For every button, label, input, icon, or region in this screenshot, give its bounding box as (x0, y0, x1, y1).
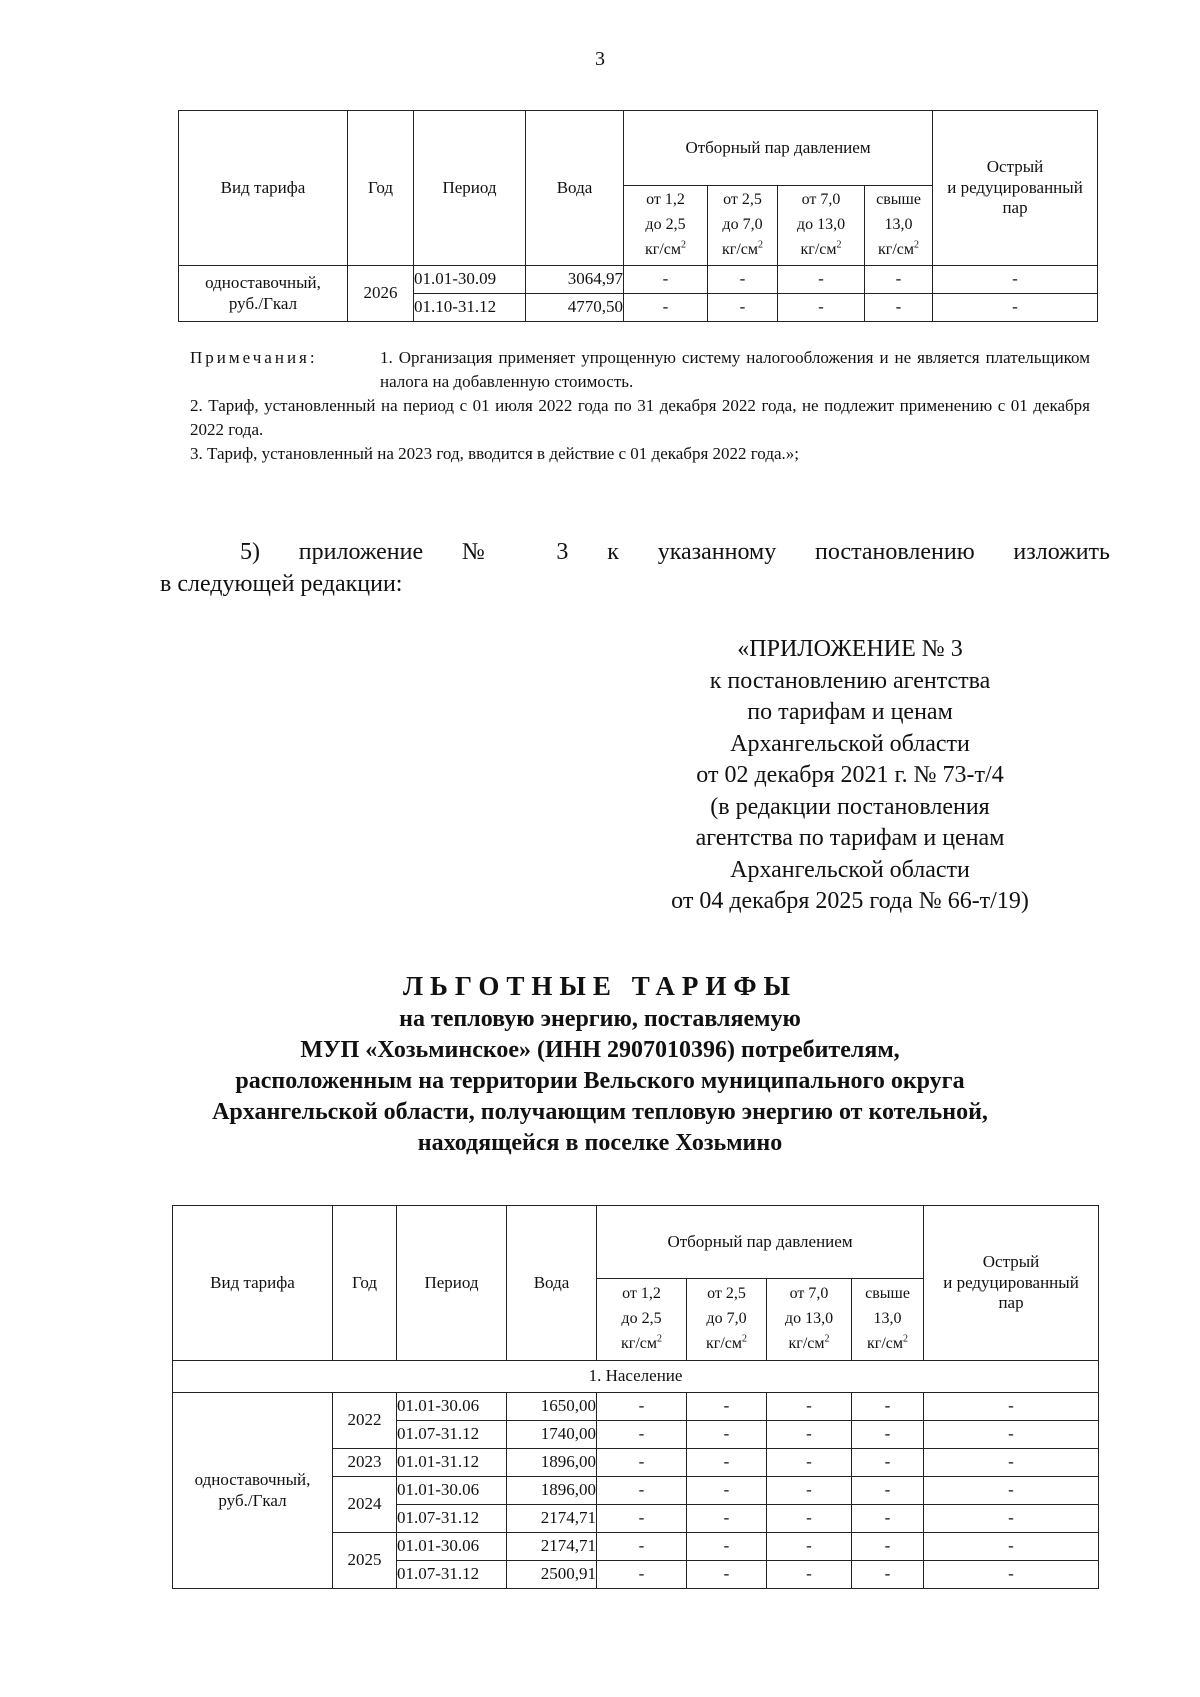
period-cell: 01.01-30.06 (397, 1477, 507, 1505)
value-cell: - (597, 1477, 687, 1505)
value-cell: - (767, 1533, 852, 1561)
value-cell: - (597, 1561, 687, 1589)
water-cell: 2500,91 (507, 1561, 597, 1589)
value-cell: - (767, 1505, 852, 1533)
value-cell: - (924, 1505, 1099, 1533)
value-cell: - (624, 266, 708, 294)
value-cell: - (767, 1421, 852, 1449)
header-period: Период (414, 111, 526, 266)
period-cell: 01.07-31.12 (397, 1421, 507, 1449)
header-steam-col-1: от 1,2 до 2,5 $кг/см^2$ (597, 1279, 687, 1361)
value-cell: - (687, 1449, 767, 1477)
value-cell: - (852, 1393, 924, 1421)
tariff-table-1 (178, 110, 1098, 322)
year-cell: 2025 (333, 1533, 397, 1589)
year-cell: 2026 (348, 266, 414, 322)
period-cell: 01.07-31.12 (397, 1561, 507, 1589)
period-cell: 01.10-31.12 (414, 294, 526, 322)
appendix-line: от 02 декабря 2021 г. № 73-т/4 (696, 762, 1004, 788)
note-item: 2. Тариф, установленный на период с 01 июля 2022 года по 31 декабря 2022 года, не подлежит применению с 01 декабря 2022 года. (190, 396, 1090, 439)
year-cell: 2024 (333, 1477, 397, 1533)
value-cell: - (597, 1421, 687, 1449)
period-cell: 01.07-31.12 (397, 1505, 507, 1533)
value-cell: - (924, 1533, 1099, 1561)
value-cell: - (708, 266, 778, 294)
year-cell: 2022 (333, 1393, 397, 1449)
header-sharp-steam: Острый и редуцированный пар (933, 111, 1098, 266)
value-cell: - (933, 266, 1098, 294)
header-steam-col-4: свыше 13,0 $кг/см^2$ (852, 1279, 924, 1361)
value-cell: - (852, 1449, 924, 1477)
period-cell: 01.01-30.09 (414, 266, 526, 294)
header-sharp-steam: Острый и редуцированный пар (924, 1206, 1099, 1361)
document-title (0, 968, 1200, 1159)
tariff-table-2 (172, 1205, 1099, 1589)
paragraph-line-2: в следующей редакции: (160, 571, 403, 597)
value-cell: - (597, 1505, 687, 1533)
appendix-line: Архангельской области (730, 856, 970, 883)
value-cell: - (924, 1421, 1099, 1449)
water-cell: 2174,71 (507, 1533, 597, 1561)
header-steam-col-2: от 2,5 до 7,0 $кг/см^2$ (687, 1279, 767, 1361)
header-tariff-type: Вид тарифа (179, 111, 348, 266)
value-cell: - (924, 1393, 1099, 1421)
water-cell: 3064,97 (526, 266, 624, 294)
note-item: 3. Тариф, установленный на 2023 год, вводится в действие с 01 декабря 2022 года.»; (190, 444, 799, 463)
value-cell: - (924, 1561, 1099, 1589)
water-cell: 1650,00 (507, 1393, 597, 1421)
title-line: находящейся в поселке Хозьмино (417, 1130, 783, 1156)
header-water: Вода (526, 111, 624, 266)
water-cell: 2174,71 (507, 1505, 597, 1533)
value-cell: - (708, 294, 778, 322)
appendix-line: агентства по тарифам и ценам (695, 825, 1005, 851)
notes-label: Примечания: (190, 348, 318, 367)
appendix-line: к постановлению агентства (709, 667, 991, 694)
value-cell: - (687, 1561, 767, 1589)
value-cell: - (924, 1477, 1099, 1505)
value-cell: - (778, 294, 865, 322)
period-cell: 01.01-30.06 (397, 1393, 507, 1421)
value-cell: - (852, 1477, 924, 1505)
value-cell: - (767, 1561, 852, 1589)
value-cell: - (852, 1533, 924, 1561)
paragraph-line-1: 5) приложение № 3 к указанному постановлению изложить (240, 539, 1110, 565)
value-cell: - (778, 266, 865, 294)
value-cell: - (597, 1533, 687, 1561)
period-cell: 01.01-30.06 (397, 1533, 507, 1561)
table-row (173, 1393, 1099, 1421)
value-cell: - (687, 1393, 767, 1421)
period-cell: 01.01-31.12 (397, 1449, 507, 1477)
year-cell: 2023 (333, 1449, 397, 1477)
value-cell: - (687, 1421, 767, 1449)
value-cell: - (597, 1393, 687, 1421)
title-main: ЛЬГОТНЫЕ ТАРИФЫ (402, 971, 798, 1001)
amendment-paragraph (160, 536, 1110, 600)
value-cell: - (597, 1449, 687, 1477)
header-steam-col-2: от 2,5 до 7,0 $кг/см^2$ (708, 186, 778, 266)
header-steam-col-4: свыше 13,0 $кг/см^2$ (865, 186, 933, 266)
title-line: МУП «Хозьминское» (ИНН 2907010396) потребителям, (300, 1037, 900, 1063)
section-row-population: 1. Население (173, 1361, 1099, 1393)
header-water: Вода (507, 1206, 597, 1361)
value-cell: - (852, 1505, 924, 1533)
notes (190, 346, 1090, 466)
value-cell: - (933, 294, 1098, 322)
value-cell: - (687, 1477, 767, 1505)
tariff-type-cell: одноставочный, руб./Гкал (179, 266, 348, 322)
title-line: Архангельской области, получающим тепловую энергию от котельной, (212, 1099, 988, 1125)
header-tariff-type: Вид тарифа (173, 1206, 333, 1361)
value-cell: - (767, 1477, 852, 1505)
appendix-line: по тарифам и ценам (747, 699, 953, 725)
header-steam-col-3: от 7,0 до 13,0 $кг/см^2$ (767, 1279, 852, 1361)
value-cell: - (687, 1533, 767, 1561)
header-steam-col-1: от 1,2 до 2,5 $кг/см^2$ (624, 186, 708, 266)
value-cell: - (687, 1505, 767, 1533)
appendix-line: от 04 декабря 2025 года № 66-т/19) (671, 888, 1029, 914)
header-steam-col-3: от 7,0 до 13,0 $кг/см^2$ (778, 186, 865, 266)
appendix-header (600, 634, 1100, 918)
page-number: 3 (595, 48, 605, 70)
header-year: Год (333, 1206, 397, 1361)
water-cell: 1896,00 (507, 1449, 597, 1477)
note-item: 1. Организация применяет упрощенную систему налогообложения и не является плательщиком налога на добавленную стоимость. (380, 348, 1090, 391)
value-cell: - (865, 266, 933, 294)
water-cell: 4770,50 (526, 294, 624, 322)
value-cell: - (852, 1421, 924, 1449)
title-line: на тепловую энергию, поставляемую (399, 1006, 801, 1032)
header-period: Период (397, 1206, 507, 1361)
table-row (179, 266, 1098, 294)
water-cell: 1740,00 (507, 1421, 597, 1449)
appendix-line: (в редакции постановления (710, 793, 990, 820)
title-line: расположенным на территории Вельского муниципального округа (235, 1068, 965, 1094)
value-cell: - (865, 294, 933, 322)
header-steam-group: Отборный пар давлением (624, 111, 933, 186)
appendix-line: Архангельской области (730, 730, 970, 757)
header-steam-group: Отборный пар давлением (597, 1206, 924, 1279)
appendix-line: «ПРИЛОЖЕНИЕ № 3 (737, 636, 963, 662)
value-cell: - (624, 294, 708, 322)
value-cell: - (767, 1393, 852, 1421)
value-cell: - (924, 1449, 1099, 1477)
value-cell: - (852, 1561, 924, 1589)
header-year: Год (348, 111, 414, 266)
tariff-type-cell: одноставочный, руб./Гкал (173, 1393, 333, 1589)
value-cell: - (767, 1449, 852, 1477)
water-cell: 1896,00 (507, 1477, 597, 1505)
